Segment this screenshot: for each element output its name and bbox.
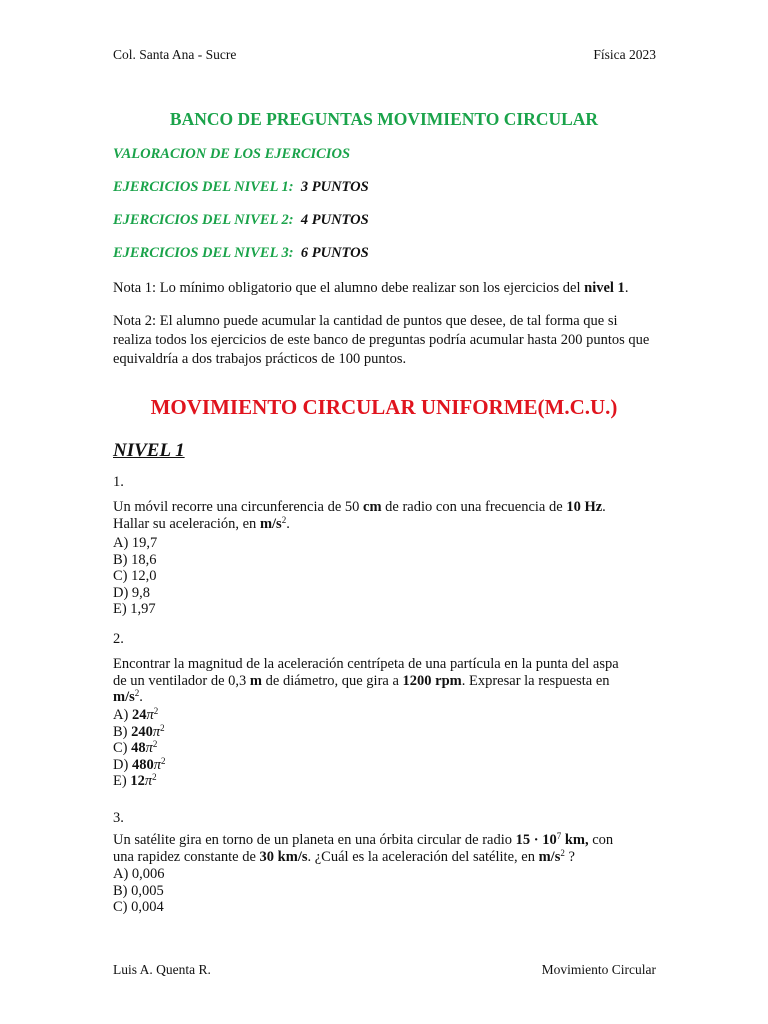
question-2-number: 2. — [113, 631, 124, 647]
option: A) 19,7 — [113, 535, 158, 551]
page-header — [113, 47, 656, 63]
nota-2: Nota 2: El alumno puede acumular la cantidad de puntos que desee, de tal forma que si realiza todos los ejercicios de este banco de preguntas podría acumular hasta 200 puntos que equivaldría a dos trabajos prácticos de 100 puntos. — [113, 313, 650, 367]
option: D) $480\pi^2$ — [113, 755, 166, 773]
question-2-options — [113, 707, 658, 790]
option: E) 1,97 — [113, 601, 156, 617]
question-3-text: Un satélite gira en torno de un planeta en una órbita circular de radio $15 \cdot 10^7$ km, con una rapidez constante de 30 km/s. ¿Cuál es la aceleración del satélite, en $m/s^2$ ? — [113, 831, 614, 865]
option: C) $48\pi^2$ — [113, 739, 158, 756]
option: C) 0,004 — [113, 899, 164, 915]
nota-1: Nota 1: Lo mínimo obligatorio que el alumno debe realizar son los ejercicios del nivel 1. — [113, 280, 629, 296]
level-1-value: EJERCICIOS DEL NIVEL 1: 3 PUNTOS — [113, 179, 369, 195]
level-3-value: EJERCICIOS DEL NIVEL 3: 6 PUNTOS — [113, 245, 369, 261]
option: B) $240\pi^2$ — [113, 722, 165, 740]
option: A) $24\pi^2$ — [113, 706, 159, 723]
question-1-number: 1. — [113, 474, 124, 490]
question-2-text: Encontrar la magnitud de la aceleración centrípeta de una partícula en la punta del aspa de un ventilador de 0,3 m de diámetro, que gira a 1200 rpm. Expresar la respuesta en $m/s^2$. — [113, 656, 619, 705]
question-1-options — [113, 535, 658, 618]
question-3-number: 3. — [113, 810, 124, 826]
question-1-text: Un móvil recorre una circunferencia de 50 cm de radio con una frecuencia de 10 Hz. Hallar su aceleración, en $m/s^2$. — [113, 499, 606, 532]
option: E) $12\pi^2$ — [113, 772, 157, 789]
header-subject-year: Física 2023 — [593, 47, 656, 62]
level-2-value: EJERCICIOS DEL NIVEL 2: 4 PUNTOS — [113, 212, 369, 228]
section-title: MOVIMIENTO CIRCULAR UNIFORME(M.C.U.) — [150, 395, 618, 419]
nivel-heading: NIVEL 1 — [113, 440, 185, 461]
option: D) 9,8 — [113, 584, 151, 601]
option: B) 18,6 — [113, 551, 157, 568]
page-footer — [113, 962, 656, 978]
valoracion-heading: VALORACION DE LOS EJERCICIOS — [113, 146, 351, 162]
footer-author: Luis A. Quenta R. — [113, 962, 211, 977]
option: A) 0,006 — [113, 866, 165, 882]
footer-topic: Movimiento Circular — [541, 962, 656, 977]
option: C) 12,0 — [113, 568, 157, 584]
header-school: Col. Santa Ana - Sucre — [113, 47, 237, 62]
document-title: BANCO DE PREGUNTAS MOVIMIENTO CIRCULAR — [169, 109, 599, 129]
question-3-options — [113, 866, 658, 916]
option: B) 0,005 — [113, 882, 164, 899]
